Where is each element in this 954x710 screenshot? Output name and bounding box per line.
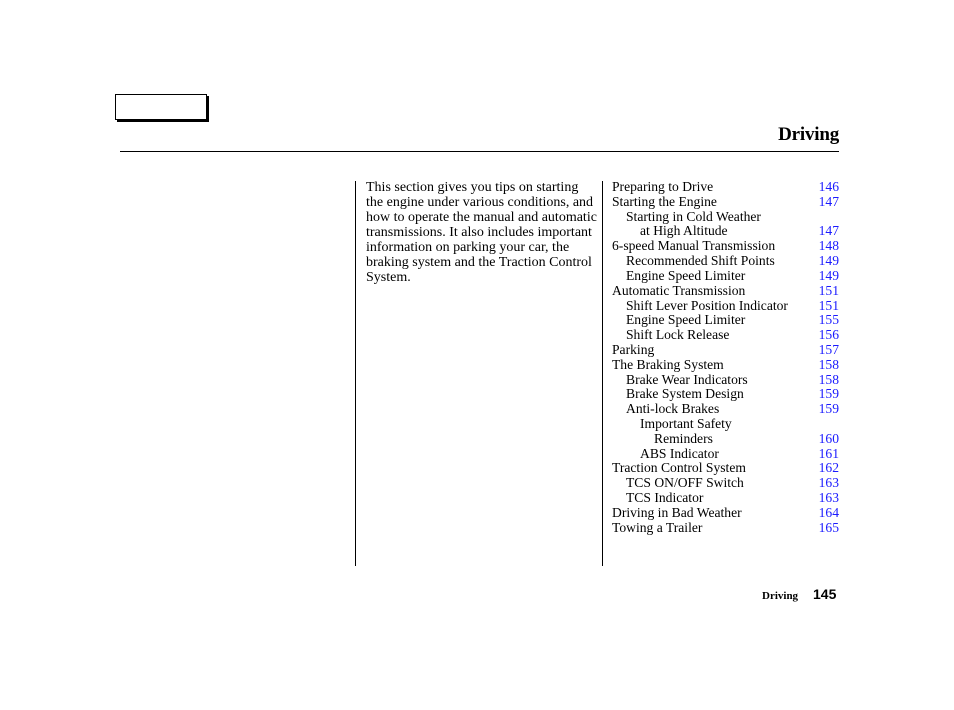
toc-entry[interactable] <box>612 491 839 506</box>
toc-entry[interactable] <box>612 239 839 254</box>
toc-page-link[interactable]: 162 <box>818 460 839 476</box>
toc-entry[interactable] <box>612 387 839 402</box>
toc-entry-label: Reminders <box>654 430 713 446</box>
toc-entry[interactable] <box>612 447 839 462</box>
toc-page-link[interactable]: 159 <box>818 401 839 417</box>
toc-entry-label: Shift Lever Position Indicator <box>626 297 788 313</box>
toc-page-link[interactable]: 148 <box>818 238 839 254</box>
toc-entry-label: Engine Speed Limiter <box>626 267 746 283</box>
section-nav-box[interactable] <box>115 94 207 120</box>
toc-entry[interactable] <box>612 417 839 432</box>
toc-page-link[interactable]: 160 <box>818 430 839 446</box>
toc-page-link[interactable]: 147 <box>818 193 839 209</box>
toc-page-link[interactable]: 149 <box>818 253 839 269</box>
toc-page-link[interactable]: 163 <box>818 475 839 491</box>
toc-entry-label: Shift Lock Release <box>626 327 730 343</box>
toc-entry[interactable] <box>612 224 839 239</box>
toc-entry[interactable] <box>612 210 839 225</box>
toc-page-link[interactable]: 158 <box>818 371 839 387</box>
toc-entry-label: Parking <box>612 341 655 357</box>
toc-entry[interactable] <box>612 343 839 358</box>
toc-entry-label: TCS Indicator <box>626 490 704 506</box>
footer-page-number: 145 <box>813 586 837 602</box>
toc-entry-label: Brake Wear Indicators <box>626 371 748 387</box>
toc-entry-label: Traction Control System <box>612 460 746 476</box>
footer-section-label: Driving <box>762 590 799 602</box>
toc-page-link[interactable]: 146 <box>818 179 839 194</box>
column-divider-right <box>602 181 603 566</box>
toc-entry[interactable] <box>612 299 839 314</box>
toc-page-link[interactable]: 158 <box>818 356 839 372</box>
toc-page-link[interactable]: 164 <box>818 504 839 520</box>
toc-entry-label: Preparing to Drive <box>612 179 714 194</box>
page-title: Driving <box>778 124 839 145</box>
toc-entry-label: Starting in Cold Weather <box>626 208 761 224</box>
toc-entry[interactable] <box>612 195 839 210</box>
toc-entry[interactable] <box>612 284 839 299</box>
toc-entry[interactable] <box>612 313 839 328</box>
toc-entry-label: Driving in Bad Weather <box>612 504 742 520</box>
toc-page-link[interactable]: 157 <box>818 341 839 357</box>
toc-entry-label: Brake System Design <box>626 386 744 402</box>
toc-entry[interactable] <box>612 373 839 388</box>
toc-entry-label: The Braking System <box>612 356 724 372</box>
column-divider-left <box>355 181 356 566</box>
toc-entry[interactable] <box>612 358 839 373</box>
intro-paragraph: This section gives you tips on starting the engine under various conditions, and how to operate the manual and automatic transmissions. It also includes important information on parking your car, the braking system and the Traction Control System. <box>366 180 597 285</box>
toc-entry-label: Engine Speed Limiter <box>626 312 746 328</box>
toc-entry[interactable] <box>612 476 839 491</box>
toc-page-link[interactable]: 163 <box>818 490 839 506</box>
toc-page-link[interactable]: 147 <box>818 223 839 239</box>
toc-page-link[interactable]: 161 <box>818 445 839 461</box>
toc-entry-label: Automatic Transmission <box>612 282 746 298</box>
table-of-contents <box>612 180 839 536</box>
toc-page-link[interactable]: 149 <box>818 267 839 283</box>
toc-entry[interactable] <box>612 180 839 195</box>
toc-entry[interactable] <box>612 402 839 417</box>
toc-entry-label: Starting the Engine <box>612 193 717 209</box>
toc-page-link[interactable]: 165 <box>818 519 839 535</box>
toc-entry[interactable] <box>612 254 839 269</box>
toc-entry[interactable] <box>612 269 839 284</box>
toc-entry[interactable] <box>612 432 839 447</box>
toc-entry[interactable] <box>612 328 839 343</box>
toc-entry-label: Important Safety <box>640 416 732 431</box>
toc-entry-label: 6-speed Manual Transmission <box>612 238 776 254</box>
toc-entry-label: TCS ON/OFF Switch <box>626 475 744 491</box>
header-rule <box>120 151 839 152</box>
toc-page-link[interactable]: 151 <box>818 297 839 313</box>
toc-entry-label: Recommended Shift Points <box>626 253 775 269</box>
toc-entry[interactable] <box>612 461 839 476</box>
toc-entry-label: Anti-lock Brakes <box>626 401 720 417</box>
toc-page-link[interactable]: 155 <box>818 312 839 328</box>
toc-page-link[interactable]: 156 <box>818 327 839 343</box>
toc-page-link[interactable]: 159 <box>818 386 839 402</box>
toc-page-link[interactable]: 151 <box>818 282 839 298</box>
toc-entry[interactable] <box>612 506 839 521</box>
toc-entry-label: at High Altitude <box>640 223 728 239</box>
toc-entry-label: Towing a Trailer <box>612 519 703 535</box>
toc-entry-label: ABS Indicator <box>640 445 719 461</box>
toc-entry[interactable] <box>612 521 839 536</box>
